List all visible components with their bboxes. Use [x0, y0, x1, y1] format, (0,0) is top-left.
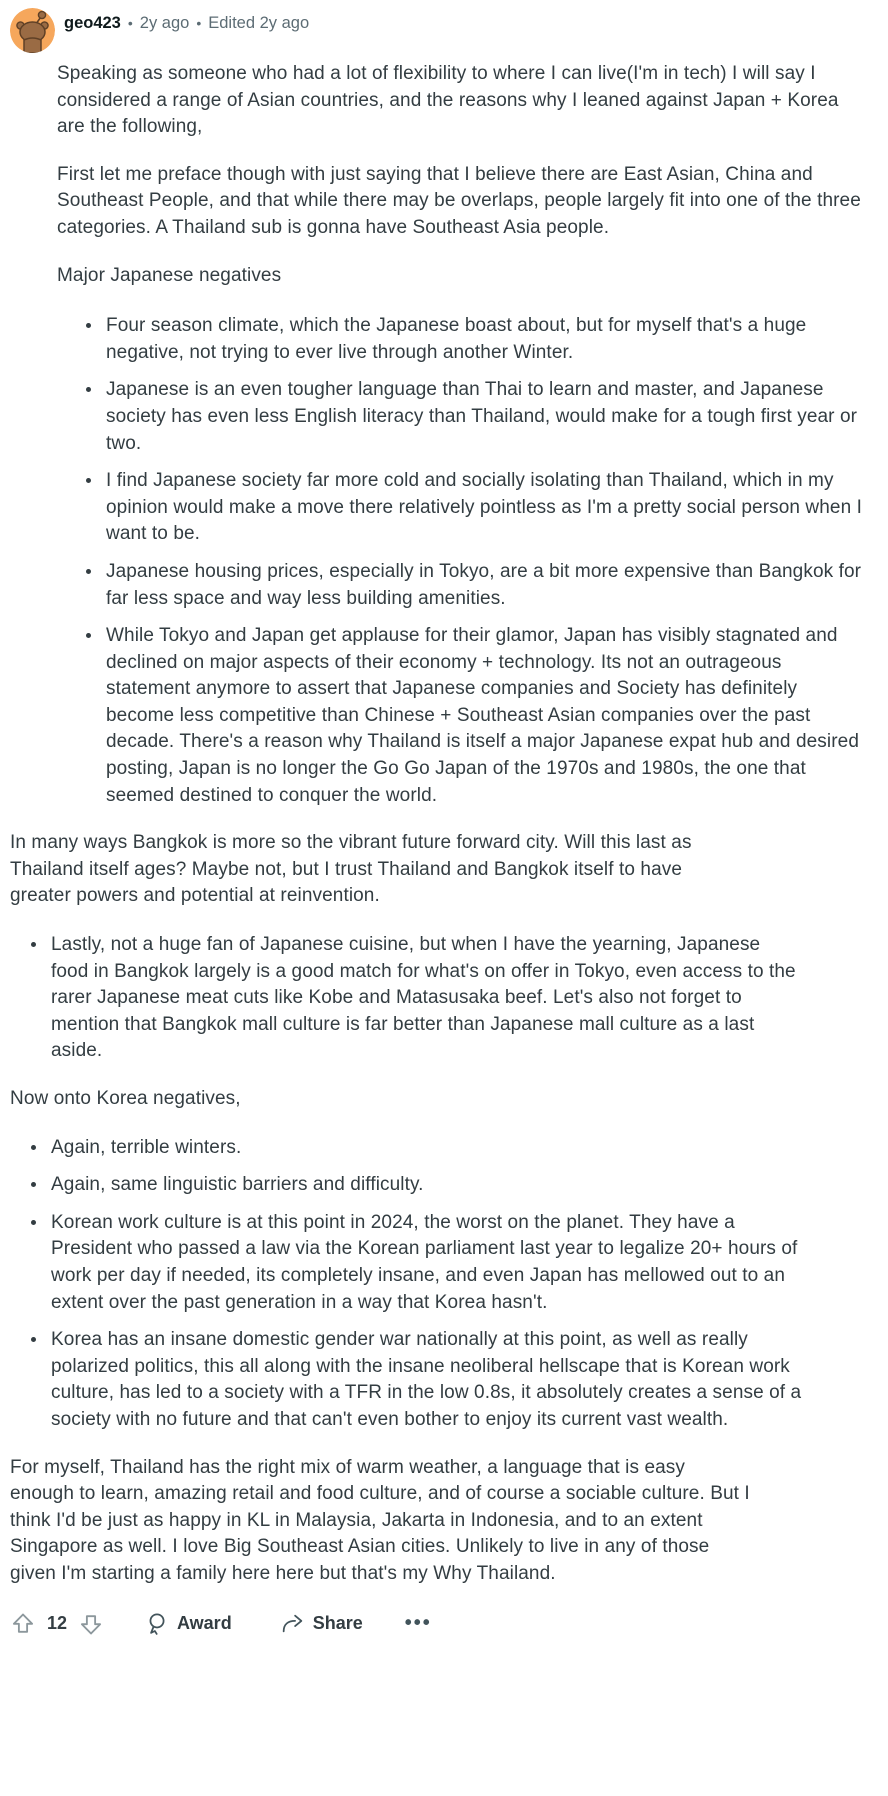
list-item: • Again, same linguistic barriers and difficulty. [48, 1172, 802, 1199]
meta-separator: • [127, 14, 133, 31]
paragraph: First let me preface though with just saying that I believe there are East Asian, China and Southeast People, and that while there may be overlaps, people largely fit into one of the three categories. A Thailand sub is gonna have Southeast Asia people. [57, 163, 861, 238]
comment-body-indented [57, 61, 865, 809]
list-item: • Korean work culture is at this point in 2024, the worst on the planet. They have a President who passed a law via the Korean parliament last year to legalize 20+ hours of work per day if needed, its completely insane, and even Japan has mellowed out to an extent over the past generation in a way that Korea hasn't. [48, 1210, 802, 1316]
downvote-icon[interactable] [78, 1611, 104, 1637]
korea-negatives-list [10, 1135, 802, 1434]
korea-intro: Now onto Korea negatives, [10, 1088, 241, 1109]
comment-body-outer [10, 830, 878, 1587]
lastly-list [10, 932, 802, 1065]
header-meta-row [64, 14, 309, 33]
closing-paragraph: For myself, Thailand has the right mix of warm weather, a language that is easy enough to learn, amazing retail and food culture, and of course a sociable culture. But I think I'd be just as happy in KL in Malaysia, Jakarta in Indonesia, and to an extent Singapore as well. I love Big Southeast Asian cities. Unlikely to live in any of those given I'm starting a family here here but that's my Why Thailand. [10, 1456, 750, 1584]
paragraph: In many ways Bangkok is more so the vibrant future forward city. Will this last as Thailand itself ages? Maybe not, but I trust Thailand and Bangkok itself to have greater powers and potential at reinvention. [10, 832, 692, 907]
username[interactable]: geo423 [64, 13, 121, 32]
list-item: • While Tokyo and Japan get applause for their glamor, Japan has visibly stagnated and declined on major aspects of their economy + technology. Its not an outrageous statement anymore to assert that Japanese companies and Society has definitely become less competitive than Chinese + Southeast Asian companies over the past decade. There's a reason why Thailand is itself a major Japanese expat hub and desired posting, Japan is no longer the Go Go Japan of the 1970s and 1980s, the one that seemed destined to conquer the world. [103, 623, 865, 809]
paragraph: Speaking as someone who had a lot of flexibility to where I can live(I'm in tech) I will say I considered a range of Asian countries, and the reasons why I leaned against Japan + Korea are the following, [57, 63, 839, 138]
list-item: • Japanese housing prices, especially in Tokyo, are a bit more expensive than Bangkok for far less space and way less building amenities. [103, 559, 865, 612]
list-item: • Again, terrible winters. [48, 1135, 802, 1162]
section-title: Major Japanese negatives [57, 264, 282, 286]
upvote-icon[interactable] [10, 1611, 36, 1637]
list-item: • Four season climate, which the Japanese boast about, but for myself that's a huge negative, not trying to ever live through another Winter. [103, 313, 865, 366]
award-medal-icon [144, 1611, 169, 1636]
list-item: • Japanese is an even tougher language than Thai to learn and master, and Japanese society has even less English literacy than Thailand, would make for a tough first year or two. [103, 377, 865, 457]
japan-negatives-list [57, 313, 865, 809]
reddit-snoo-icon [10, 8, 55, 53]
award-button[interactable] [144, 1611, 232, 1636]
award-label: Award [177, 1613, 232, 1633]
comment-header [10, 6, 878, 54]
meta-separator: • [196, 14, 202, 31]
avatar[interactable] [10, 8, 55, 53]
vote-count: 12 [46, 1613, 68, 1633]
edited-label: Edited 2y ago [208, 13, 310, 32]
more-options-button[interactable] [405, 1612, 432, 1635]
share-label: Share [312, 1613, 363, 1633]
share-button[interactable] [280, 1611, 363, 1636]
list-item: • Korea has an insane domestic gender war nationally at this point, as well as really polarized politics, this all along with the insane neoliberal hellscape that is Korean work culture, has led to a society with a TFR in the low 0.8s, it absolutely creates a sense of a society with no future and that can't even bother to enjoy its current vast wealth. [48, 1327, 802, 1433]
comment-action-bar [10, 1604, 878, 1644]
list-item: • I find Japanese society far more cold and socially isolating than Thailand, which in my opinion would make a move there relatively pointless as I'm a pretty social person when I want to be. [103, 468, 865, 548]
post-age: 2y ago [139, 13, 190, 32]
list-item: • Lastly, not a huge fan of Japanese cuisine, but when I have the yearning, Japanese food in Bangkok largely is a good match for what's on offer in Tokyo, even access to the rarer Japanese meat cuts like Kobe and Matasusaka beef. Let's also not forget to mention that Bangkok mall culture is far better than Japanese mall culture as a last aside. [48, 932, 802, 1065]
more-options-icon: ••• [404, 1612, 432, 1634]
share-arrow-icon [280, 1611, 305, 1636]
